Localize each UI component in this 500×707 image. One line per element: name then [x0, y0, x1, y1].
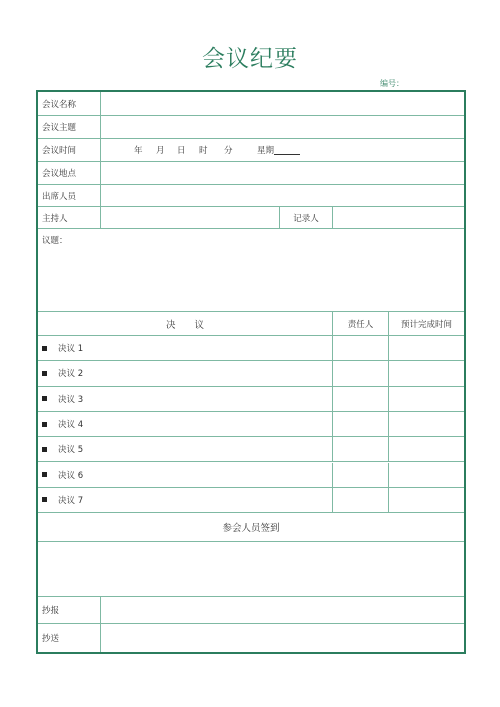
square-bullet-icon — [42, 396, 47, 401]
resolution-deadline-field[interactable] — [388, 387, 464, 411]
resolution-item-label: 决议 4 — [58, 420, 84, 431]
meeting-place-label: 会议地点 — [42, 169, 77, 179]
resolution-item[interactable] — [38, 361, 332, 385]
signin-label: 参会人员签到 — [222, 523, 280, 534]
copy-to-label: 抄送 — [42, 634, 60, 644]
resolution-row — [38, 387, 464, 412]
meeting-name-label: 会议名称 — [42, 99, 77, 110]
resolution-item[interactable] — [38, 488, 332, 512]
row-meeting-time — [38, 139, 464, 162]
hour-unit: 时 — [199, 146, 208, 156]
resolution-deadline-field[interactable] — [388, 488, 464, 512]
attendees-label: 出席人员 — [42, 191, 77, 202]
resolution-item-label: 决议 6 — [58, 470, 84, 481]
resolution-responsible-field[interactable] — [332, 463, 388, 487]
meeting-topic-field[interactable] — [100, 116, 464, 138]
resolution-item-label: 决议 3 — [58, 394, 84, 405]
resolution-responsible-field[interactable] — [332, 488, 388, 512]
weekday-blank[interactable] — [274, 146, 300, 155]
meeting-name-field[interactable] — [100, 92, 464, 115]
row-signin-header — [38, 513, 464, 542]
resolution-item-label: 决议 7 — [58, 495, 84, 506]
resolution-row — [38, 437, 464, 462]
resolution-item[interactable] — [38, 387, 332, 411]
resolution-row — [38, 361, 464, 386]
meeting-topic-label: 会议主题 — [42, 123, 77, 133]
report-to-field[interactable] — [100, 597, 464, 623]
recorder-label: 记录人 — [279, 207, 332, 228]
resolution-responsible-field[interactable] — [332, 437, 388, 461]
square-bullet-icon — [42, 472, 47, 477]
row-meeting-topic — [38, 116, 464, 139]
square-bullet-icon — [42, 371, 47, 376]
resolution-item[interactable] — [38, 463, 332, 487]
resolution-item-label: 决议 5 — [58, 445, 84, 456]
row-copy-to — [38, 624, 464, 652]
host-label: 主持人 — [42, 213, 68, 224]
report-to-label: 抄报 — [42, 606, 60, 616]
weekday-unit: 星期 — [257, 146, 275, 156]
square-bullet-icon — [42, 447, 47, 452]
year-unit: 年 — [134, 146, 143, 156]
minute-unit: 分 — [224, 146, 233, 156]
resolution-responsible-field[interactable] — [332, 387, 388, 411]
resolution-item-label: 决议 2 — [58, 369, 84, 380]
row-report-to — [38, 597, 464, 624]
resolution-deadline-field[interactable] — [388, 361, 464, 385]
resolution-item[interactable] — [38, 437, 332, 461]
resolution-item-label: 决议 1 — [58, 344, 84, 355]
meeting-time-label: 会议时间 — [42, 146, 77, 156]
row-agenda — [38, 229, 464, 312]
resolution-deadline-field[interactable] — [388, 437, 464, 461]
resolution-responsible-field[interactable] — [332, 412, 388, 436]
resolution-deadline-field[interactable] — [388, 463, 464, 487]
row-signin-area[interactable] — [38, 542, 464, 597]
day-unit: 日 — [177, 146, 186, 156]
meeting-place-field[interactable] — [100, 162, 464, 184]
resolution-row — [38, 336, 464, 361]
row-meeting-name — [38, 92, 464, 116]
resolution-deadline-field[interactable] — [388, 336, 464, 360]
resolution-responsible-field[interactable] — [332, 361, 388, 385]
resolution-item[interactable] — [38, 412, 332, 436]
resolutions-header-label: 决 议 — [165, 319, 204, 331]
resolution-item[interactable] — [38, 336, 332, 360]
month-unit: 月 — [156, 146, 165, 156]
row-meeting-place — [38, 162, 464, 185]
attendees-field[interactable] — [100, 185, 464, 206]
responsible-header-label: 责任人 — [332, 312, 388, 335]
resolution-deadline-field[interactable] — [388, 412, 464, 436]
minutes-form — [36, 90, 466, 654]
resolution-row — [38, 463, 464, 488]
row-resolutions-header — [38, 312, 464, 336]
resolution-row — [38, 488, 464, 513]
deadline-header-label: 预计完成时间 — [388, 312, 464, 335]
copy-to-field[interactable] — [100, 624, 464, 652]
square-bullet-icon — [42, 346, 47, 351]
resolution-row — [38, 412, 464, 437]
square-bullet-icon — [42, 422, 47, 427]
host-field[interactable] — [100, 207, 279, 228]
page-title: 会议纪要 — [202, 46, 298, 72]
meeting-time-units — [134, 139, 300, 161]
serial-number-label: 编号： — [380, 79, 404, 88]
square-bullet-icon — [42, 497, 47, 502]
recorder-field[interactable] — [332, 207, 464, 228]
row-attendees — [38, 185, 464, 207]
resolution-responsible-field[interactable] — [332, 336, 388, 360]
agenda-label: 议题： — [42, 236, 68, 246]
row-host-recorder — [38, 207, 464, 229]
